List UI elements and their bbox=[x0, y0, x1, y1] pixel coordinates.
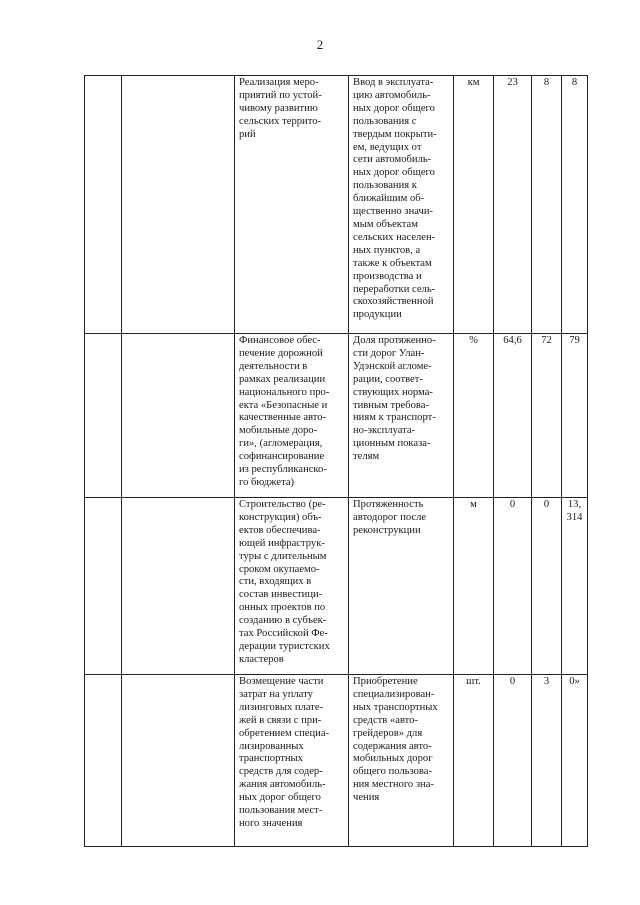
empty-cell bbox=[122, 76, 235, 334]
indicator-table bbox=[84, 75, 588, 847]
value-cell-1: 64,6 bbox=[494, 334, 532, 498]
table-row bbox=[85, 498, 588, 675]
value-cell-3: 8 bbox=[562, 76, 588, 334]
measure-cell: Финансовое обес- печение дорожной деятельности в рамках реализации национального про- екта «Безопасные и качественные авто- мобильные доро- ги», (агломерация, софинансирование из республиканско- го бюджета) bbox=[235, 334, 349, 498]
unit-cell: км bbox=[454, 76, 494, 334]
empty-cell bbox=[85, 76, 122, 334]
value-cell-2: 8 bbox=[532, 76, 562, 334]
table-row bbox=[85, 76, 588, 334]
value-cell-3: 79 bbox=[562, 334, 588, 498]
value-cell-3: 0» bbox=[562, 675, 588, 847]
measure-cell: Возмещение части затрат на уплату лизинговых плате- жей в связи с при- обретением специа- лизированных транспортных средств для содер- жания автомобиль- ных дорог общего пользования мест- ного значения bbox=[235, 675, 349, 847]
value-cell-2: 3 bbox=[532, 675, 562, 847]
value-cell-2: 72 bbox=[532, 334, 562, 498]
empty-cell bbox=[85, 498, 122, 675]
value-cell-1: 0 bbox=[494, 675, 532, 847]
measure-cell: Строительство (ре- конструкция) объ- ектов обеспечива- ющей инфраструк- туры с длительным сроком окупаемо- сти, входящих в состав инвестици- онных проектов по созданию в субъек- тах Российской Фе- дерации туристских кластеров bbox=[235, 498, 349, 675]
unit-cell: м bbox=[454, 498, 494, 675]
empty-cell bbox=[85, 334, 122, 498]
page-number: 2 bbox=[316, 37, 324, 52]
value-cell-1: 0 bbox=[494, 498, 532, 675]
empty-cell bbox=[122, 675, 235, 847]
table-row bbox=[85, 675, 588, 847]
value-cell-1: 23 bbox=[494, 76, 532, 334]
value-cell-3: 13, 314 bbox=[562, 498, 588, 675]
empty-cell bbox=[122, 498, 235, 675]
indicator-cell: Ввод в эксплуата- цию автомобиль- ных дорог общего пользования с твердым покрыти- ем, ведущих от сети автомобиль- ных дорог общего пользования к ближайшим об- щественно значи- мым объектам сельских населен- ных пунктов, а также к объектам производства и переработки сель- скохозяйственной продукции bbox=[349, 76, 454, 334]
indicator-cell: Доля протяженно- сти дорог Улан- Удэнской агломе- рации, соответ- ствующих норма- тивным требова- ниям к транспорт- но-эксплуата- ционным показа- телям bbox=[349, 334, 454, 498]
table-row bbox=[85, 334, 588, 498]
indicator-cell: Протяженность автодорог после реконструкции bbox=[349, 498, 454, 675]
measure-cell: Реализация меро- приятий по устой- чивому развитию сельских террито- рий bbox=[235, 76, 349, 334]
empty-cell bbox=[85, 675, 122, 847]
empty-cell bbox=[122, 334, 235, 498]
unit-cell: % bbox=[454, 334, 494, 498]
value-cell-2: 0 bbox=[532, 498, 562, 675]
indicator-cell: Приобретение специализирован- ных транспортных средств «авто- грейдеров» для содержания авто- мобильных дорог общего пользова- ния местного зна- чения bbox=[349, 675, 454, 847]
unit-cell: шт. bbox=[454, 675, 494, 847]
